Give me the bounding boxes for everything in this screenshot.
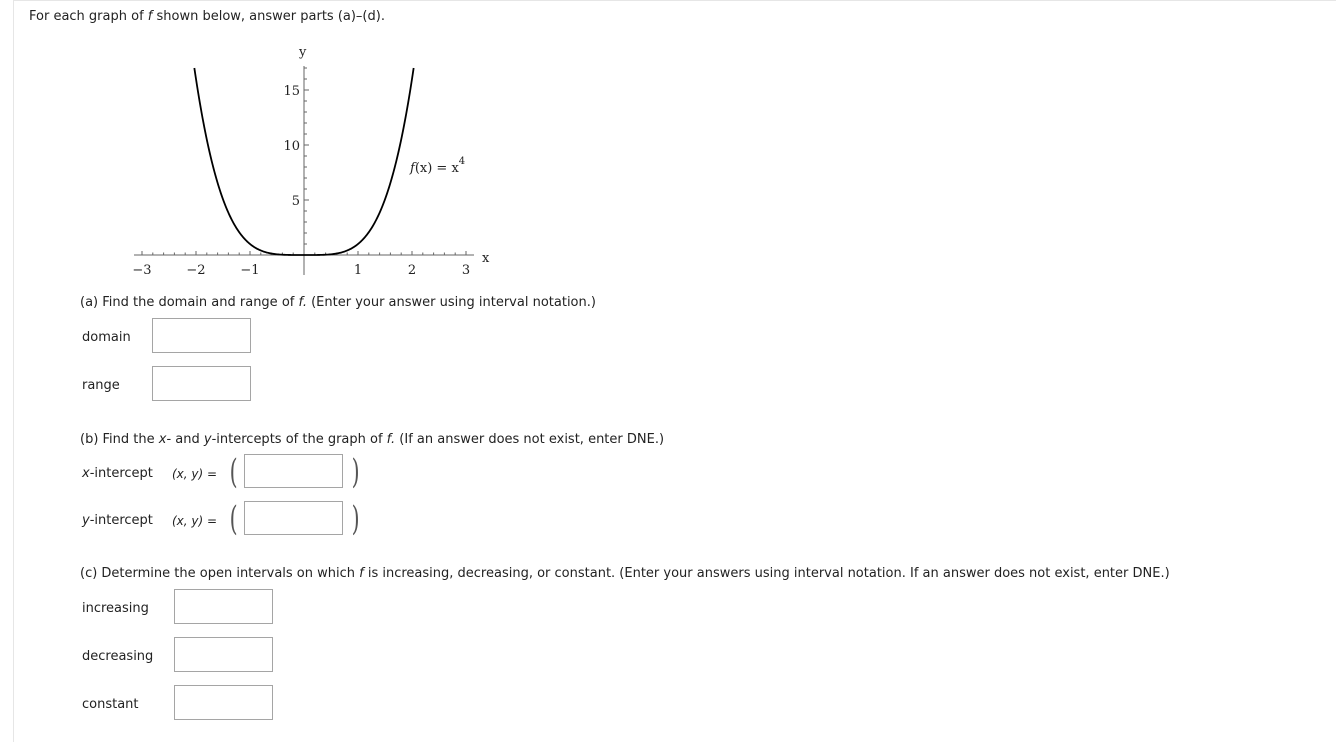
y-intercept-label — [82, 513, 153, 528]
intro-var: f — [147, 9, 153, 24]
x-axis-label: x — [482, 251, 490, 266]
part-a-instructions — [80, 295, 596, 310]
x-intercept-equals: = — [207, 467, 218, 481]
part-b-p4: (If an answer does not exist, enter DNE.) — [395, 432, 665, 447]
y-intercept-rest: -intercept — [89, 513, 153, 528]
function-label — [409, 156, 465, 176]
part-a-var: f. — [298, 295, 307, 310]
y-tick-label: 15 — [283, 84, 300, 99]
y-intercept-notation — [172, 514, 217, 528]
x-tick-label: −1 — [240, 263, 260, 278]
part-b-p3: -intercepts of the graph of — [211, 432, 387, 447]
decreasing-label: decreasing — [82, 649, 154, 664]
function-rest: (x) = x — [414, 161, 459, 176]
part-b-y: y — [203, 432, 212, 447]
increasing-label: increasing — [82, 601, 149, 616]
domain-label: domain — [82, 330, 131, 345]
increasing-input[interactable] — [174, 589, 273, 624]
part-b-p2: - and — [166, 432, 204, 447]
y-intercept-point-notation: (x, y) — [172, 514, 204, 528]
part-b-x: x — [158, 432, 167, 447]
x-intercept-label — [82, 466, 153, 481]
y-intercept-equals: = — [207, 514, 218, 528]
x-intercept-var: x — [82, 466, 90, 481]
part-c-suffix: is increasing, decreasing, or constant. (Enter your answers using interval notation. If an answer does not exist, enter DNE.) — [363, 566, 1170, 581]
part-a-prefix: (a) Find the domain and range of — [80, 295, 299, 310]
x-tick-label: 1 — [353, 263, 363, 278]
part-c-instructions — [80, 566, 1170, 581]
part-b-instructions — [80, 432, 664, 447]
range-input[interactable] — [152, 366, 251, 401]
x-intercept-notation — [172, 467, 217, 481]
constant-label: constant — [82, 697, 139, 712]
intro-prefix: For each graph of — [29, 9, 148, 24]
function-name: f — [410, 161, 415, 176]
constant-input[interactable] — [174, 685, 273, 720]
y-tick-label: 10 — [283, 139, 300, 154]
y-intercept-open-paren: ( — [229, 499, 238, 539]
function-graph — [0, 0, 1336, 300]
x-tick-labels — [132, 263, 470, 278]
part-a-suffix: (Enter your answer using interval notation.) — [306, 295, 596, 310]
y-intercept-var: y — [82, 513, 90, 528]
function-exponent: 4 — [458, 156, 466, 167]
x-intercept-open-paren: ( — [229, 452, 238, 492]
part-c-prefix: (c) Determine the open intervals on which — [80, 566, 360, 581]
x-intercept-input[interactable] — [244, 454, 343, 488]
decreasing-input[interactable] — [174, 637, 273, 672]
y-intercept-input[interactable] — [244, 501, 343, 535]
y-tick-labels — [283, 84, 300, 209]
x-tick-label: −2 — [186, 263, 206, 278]
part-b-var: f. — [386, 432, 396, 447]
y-ticks — [304, 68, 309, 244]
x-intercept-point-notation: (x, y) — [172, 467, 204, 481]
y-intercept-close-paren: ) — [351, 499, 360, 539]
part-c-var: f — [359, 566, 364, 581]
domain-input[interactable] — [152, 318, 251, 353]
x-intercept-close-paren: ) — [351, 452, 360, 492]
x-tick-label: −3 — [132, 263, 152, 278]
intro-suffix: shown below, answer parts (a)–(d). — [152, 9, 385, 24]
y-tick-label: 5 — [291, 194, 300, 209]
y-axis-label: y — [299, 45, 307, 60]
x-intercept-rest: -intercept — [89, 466, 153, 481]
x-tick-label: 3 — [461, 263, 471, 278]
x-tick-label: 2 — [407, 263, 417, 278]
part-b-p1: (b) Find the — [80, 432, 159, 447]
range-label: range — [82, 378, 120, 393]
